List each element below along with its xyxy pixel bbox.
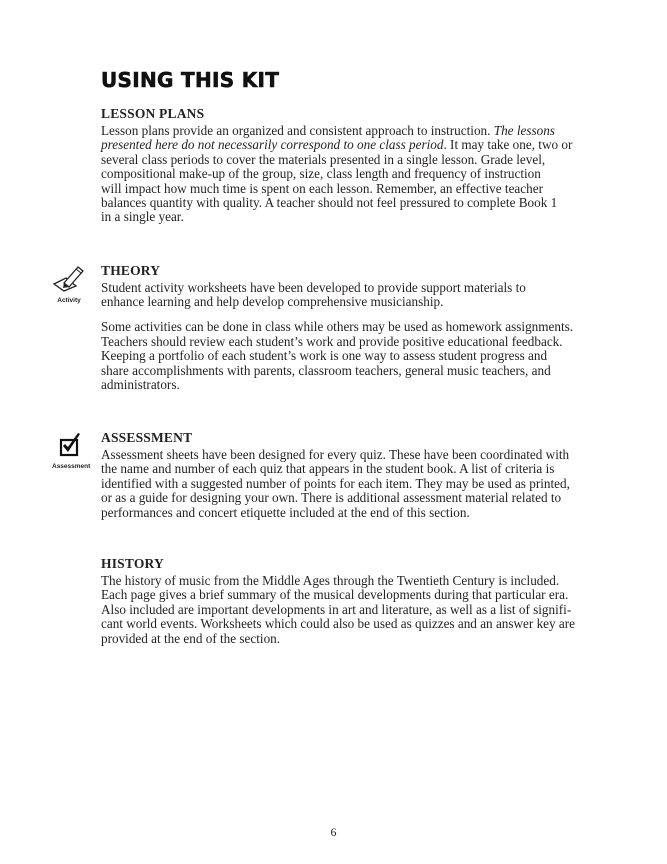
icon-label: Activity (57, 297, 81, 304)
body-line: enhance learning and help develop comprehensive musicianship. (101, 294, 444, 310)
assessment-icon (52, 432, 91, 470)
body-line: Some activities can be done in class while others may be used as homework assignments. (101, 319, 574, 335)
body-line: will impact how much time is spent on each lesson. Remember, an effective teacher (101, 180, 543, 196)
section-assessment (101, 430, 570, 520)
page-number: 6 (330, 825, 337, 839)
section-heading: LESSON PLANS (101, 106, 205, 121)
body-line: share accomplishments with parents, classroom teachers, general music teachers, and (101, 362, 551, 378)
body-line: provided at the end of the section. (101, 630, 281, 646)
body-line: cant world events. Worksheets which could also be used as quizzes and an answer key are (101, 616, 576, 632)
body-line: Teachers should review each student’s work and provide positive educational feedback. (101, 333, 563, 349)
body-line: Assessment sheets have been designed for every quiz. These have been coordinated with (101, 447, 570, 462)
italic-span: The lessons (493, 123, 555, 138)
page-title: USING THIS KIT (101, 68, 280, 92)
body-line: compositional make-up of the group, size, class length and frequency of instruction (101, 166, 541, 182)
body-line: administrators. (101, 376, 180, 392)
body-line: in a single year. (101, 209, 184, 225)
body-line: Each page gives a brief summary of the musical developments during that particular era. (101, 587, 569, 603)
section-heading: HISTORY (101, 556, 164, 571)
text-span: Lesson plans provide an organized and consistent approach to instruction. (101, 123, 494, 138)
text-span: . It may take one, two or (443, 137, 573, 153)
checkbox-check-icon (52, 432, 86, 458)
section-theory (101, 263, 574, 392)
pencil-paper-icon (52, 262, 86, 292)
section-heading: THEORY (101, 263, 161, 278)
body-line: Keeping a portfolio of each student’s work is one way to assess student progress and (101, 348, 548, 364)
body-line: Student activity worksheets have been developed to provide support materials to (101, 280, 526, 295)
body-line: identified with a suggested number of points for each item. They may be used as printed, (101, 475, 570, 491)
icon-label: Assessment (52, 463, 91, 470)
section-heading: ASSESSMENT (101, 430, 193, 445)
body-line (101, 137, 573, 153)
body-line: balances quantity with quality. A teacher should not feel pressured to complete Book 1 (101, 195, 558, 211)
body-line: The history of music from the Middle Ages through the Twentieth Century is included. (101, 573, 560, 588)
body-line: several class periods to cover the materials presented in a single lesson. Grade level, (101, 151, 546, 167)
body-line (101, 124, 561, 138)
activity-icon (52, 262, 86, 304)
section-lesson-plans (101, 106, 573, 225)
section-history (101, 556, 576, 646)
body-line: performances and concert etiquette included at the end of this section. (101, 504, 470, 520)
body-line: or as a guide for designing your own. There is additional assessment material related to (101, 490, 562, 506)
body-line: the name and number of each quiz that appears in the student book. A list of criteria is (101, 461, 555, 477)
italic-span: presented here do not necessarily correspond to one class period (101, 137, 444, 153)
body-line: Also included are important developments in art and literature, as well as a list of signifi- (101, 601, 572, 617)
